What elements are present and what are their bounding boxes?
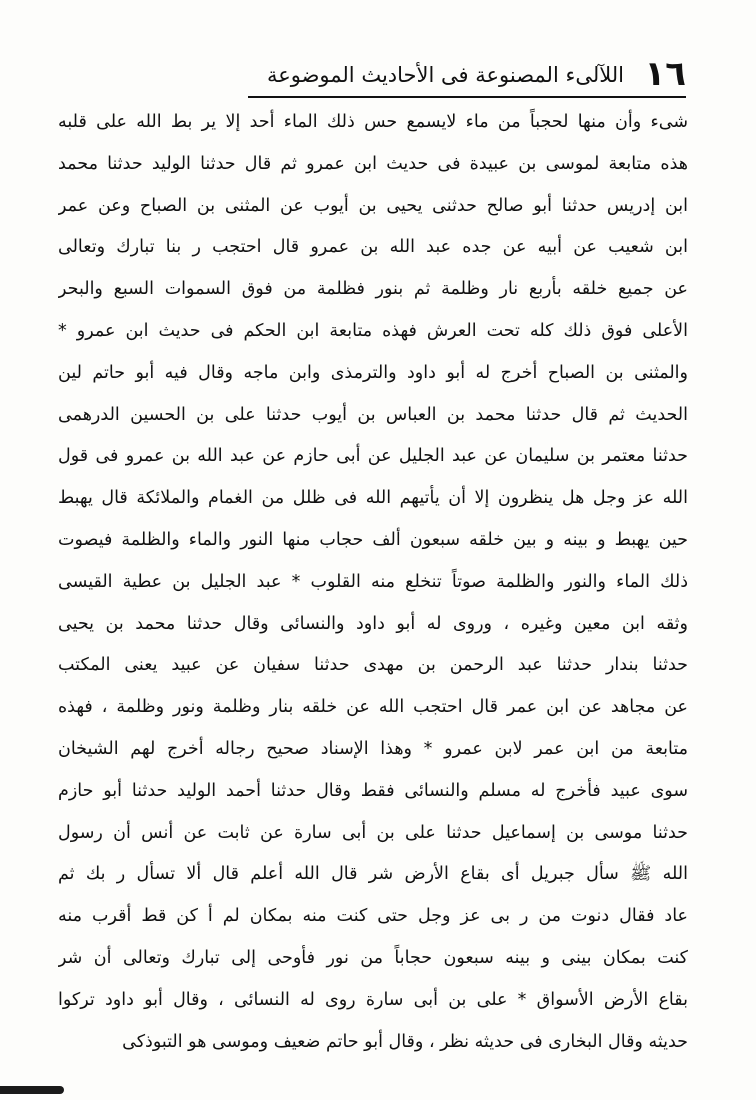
text-line: سوى عبيد فأخرج له مسلم والنسائى فقط وقال حدثنا أحمد الوليد حدثنا أبو حازم [58,780,688,801]
text-line: كنت بمكان بينى و بينه سبعون حجاباً من نور فأوحى إلى تبارك وتعالى أن شر [58,947,688,968]
text-line: وثقه ابن معين وغيره ، وروى له أبو داود والنسائى وقال حدثنا محمد بن يحيى [58,613,688,634]
text-line: الحديث ثم قال حدثنا محمد بن العباس بن أيوب حدثنا على بن الحسين الدرهمى [58,404,688,425]
text-line: شىء وأن منها لحجباً من ماء لايسمع حس ذلك الماء أحد إلا ير بط الله على قلبه [58,112,688,132]
page-number: ١٦ [644,54,686,94]
scan-edge-mark [0,1086,64,1094]
running-head [248,56,686,96]
text-line: متابعة من ابن عمر لابن عمرو * وهذا الإسناد صحيح رجاله أخرج لهم الشيخان [58,738,688,759]
header-rule [248,96,686,98]
text-line: حدثنا بندار حدثنا عبد الرحمن بن مهدى حدثنا سفيان عن عبيد يعنى المكتب [58,655,688,676]
text-line: الأعلى فوق ذلك كله تحت العرش فهذه متابعة ابن الحكم فى حديث ابن عمرو * [58,320,688,341]
text-line: عن مجاهد عن ابن عمر قال احتجب الله عن خلقه بنار وظلمة ونور وظلمة ، فهذه [58,697,688,718]
text-line: حدثنا موسى بن إسماعيل حدثنا على بن أبى سارة عن ثابت عن أنس أن رسول [58,822,688,843]
text-line: عن جميع خلقه بأربع نار وظلمة ثم بنور فظلمة من فوق السموات السبع والبحر [58,279,688,300]
text-line: عاد فقال دنوت من ر بى عز وجل حتى كنت منه بمكان لم أ كن قط أقرب منه [58,906,688,927]
text-line: بقاع الأرض الأسواق * على بن أبى سارة روى له النسائى ، وقال أبو داود تركوا [58,989,688,1010]
text-line: هذه متابعة لموسى بن عبيدة فى حديث ابن عمرو ثم قال حدثنا الوليد حدثنا محمد [58,153,688,174]
text-line: الله ﷺ سأل جبريل أى بقاع الأرض شر قال الله أعلم قال ألا تسأل ر بك ثم [58,864,688,885]
text-line: الله عز وجل هل ينظرون إلا أن يأتيهم الله فى ظلل من الغمام والملائكة قال يهبط [58,488,688,509]
text-line: حديثه وقال البخارى فى حديثه نظر ، وقال أبو حاتم ضعيف وموسى هو التبوذكى [122,1031,688,1052]
text-line: ذلك الماء والنور والظلمة صوتاً تنخلع منه القلوب * عبد الجليل بن عطية القيسى [58,571,688,592]
running-title: اللآلىء المصنوعة فى الأحاديث الموضوعة [266,63,624,87]
text-line: والمثنى بن الصباح أخرج له أبو داود والترمذى وابن ماجه وقال فيه أبو حاتم لين [58,362,688,383]
body-text [58,102,688,1063]
text-line: حين يهبط و بينه و بين خلقه سبعون ألف حجاب منها النور والماء والظلمة فيصوت [58,529,688,550]
text-line: حدثنا معتمر بن سليمان عن عبد الجليل عن أبى حازم عن عبد الله بن عمرو فى قول [58,446,688,467]
text-line: ابن شعيب عن أبيه عن جده عبد الله بن عمرو قال احتجب ر بنا تبارك وتعالى [58,237,688,258]
text-line: ابن إدريس حدثنا أبو صالح حدثنى يحيى بن أيوب عن المثنى بن الصباح وعن عمر [58,195,688,216]
